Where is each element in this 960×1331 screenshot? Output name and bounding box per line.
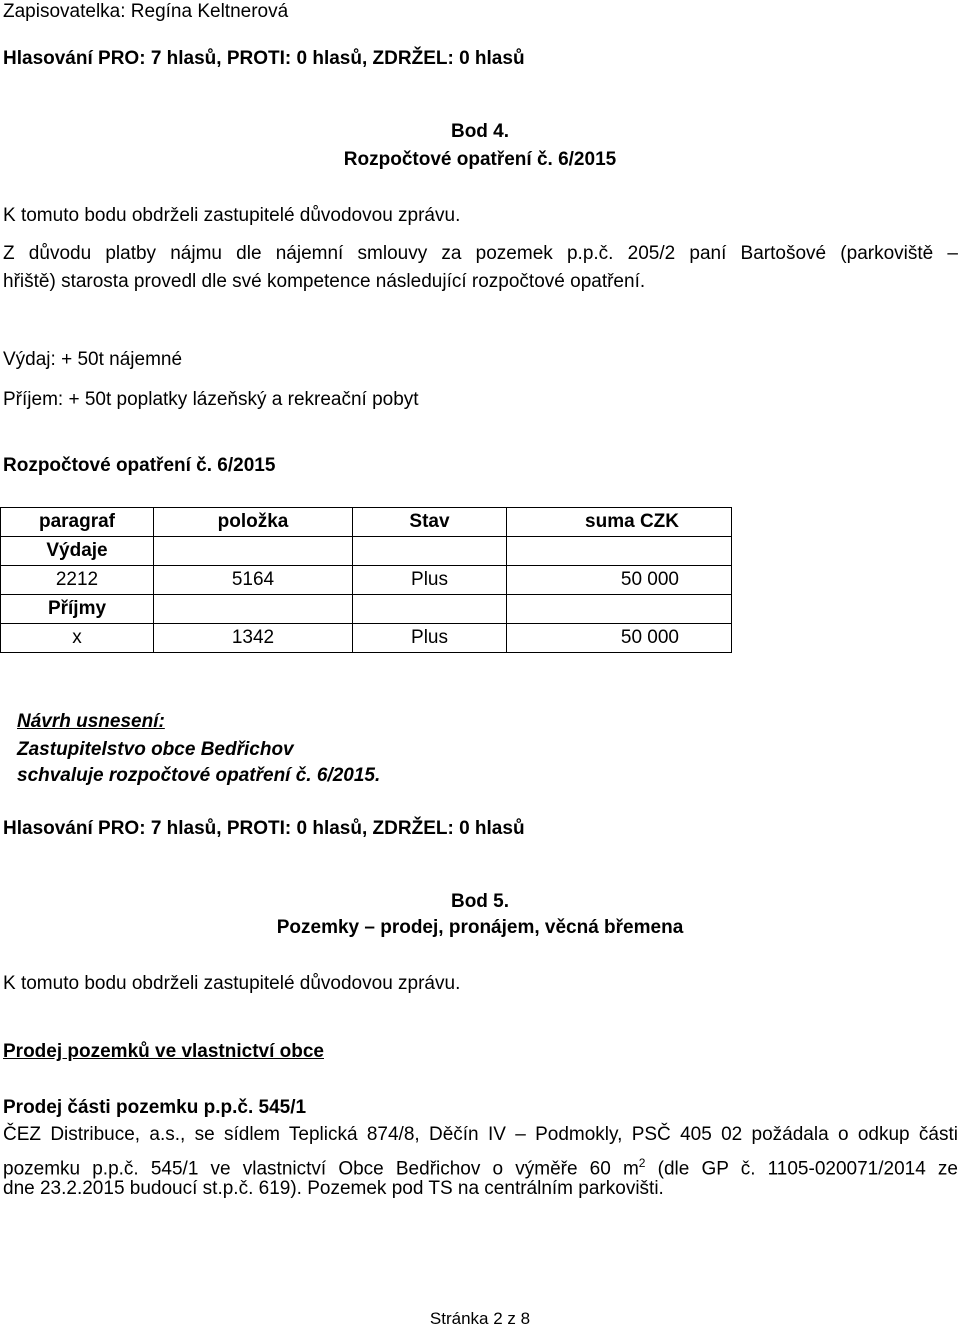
budget-table [0,507,732,653]
proposal-line1: Zastupitelstvo obce Bedřichov [17,739,294,760]
table-header-row [1,508,732,537]
item5-paragraph-line1: ČEZ Distribuce, a.s., se sídlem Teplická 874/8, Děčín IV – Podmokly, PSČ 405 02 požádala o odkup části [3,1124,958,1145]
income-line: Příjem: + 50t poplatky lázeňský a rekreační pobyt [3,389,419,410]
item5-heading: Bod 5. [450,891,510,912]
subsection-heading: Prodej části pozemku p.p.č. 545/1 [3,1097,307,1118]
table-cell [507,537,732,566]
table-cell: x [1,624,154,653]
superscript-2: 2 [638,1156,646,1170]
table-cell [154,595,353,624]
section-heading: Prodej pozemků ve vlastnictví obce [3,1041,324,1062]
proposal-line2: schvaluje rozpočtové opatření č. 6/2015. [17,765,381,786]
table-cell: Plus [353,624,507,653]
table-cell: Plus [353,566,507,595]
item4-paragraph-line1: Z důvodu platby nájmu dle nájemní smlouvy za pozemek p.p.č. 205/2 paní Bartošové (parkoviště – [3,243,958,264]
item5-paragraph-line3: dne 23.2.2015 budoucí st.p.č. 619). Pozemek pod TS na centrálním parkovišti. [3,1178,664,1199]
header-suma: suma CZK [507,508,732,537]
item4-vote: Hlasování PRO: 7 hlasů, PROTI: 0 hlasů, ZDRŽEL: 0 hlasů [3,818,525,839]
table-cell: 5164 [154,566,353,595]
table-row [1,595,732,624]
table-cell: Výdaje [1,537,154,566]
table-cell [507,595,732,624]
proposal-label: Návrh usnesení: [17,711,165,732]
table-cell: 1342 [154,624,353,653]
table-row [1,624,732,653]
table-cell: 2212 [1,566,154,595]
table-title: Rozpočtové opatření č. 6/2015 [3,455,276,476]
item4-heading: Bod 4. [450,121,510,142]
recorder-line: Zapisovatelka: Regína Keltnerová [3,1,289,22]
item5-paragraph-line2-end: (dle GP č. 1105-020071/2014 ze [645,1158,958,1180]
table-row [1,537,732,566]
expense-line: Výdaj: + 50t nájemné [3,349,183,370]
table-cell: 50 000 [507,566,732,595]
header-stav: Stav [353,508,507,537]
table-cell: 50 000 [507,624,732,653]
table-cell [353,595,507,624]
table-cell [154,537,353,566]
item4-title: Rozpočtové opatření č. 6/2015 [343,149,617,170]
table-row [1,566,732,595]
item4-intro: K tomuto bodu obdrželi zastupitelé důvodovou zprávu. [3,205,461,226]
item5-title: Pozemky – prodej, pronájem, věcná břemena [276,917,684,938]
item4-paragraph-line2: hřiště) starosta provedl dle své kompetence následující rozpočtové opatření. [3,271,646,292]
page-footer: Stránka 2 z 8 [429,1309,531,1328]
header-paragraf: paragraf [1,508,154,537]
header-polozka: položka [154,508,353,537]
item5-paragraph-line2-start: pozemku p.p.č. 545/1 ve vlastnictví Obce Bedřichov o výměře 60 m [3,1158,639,1180]
item5-intro: K tomuto bodu obdrželi zastupitelé důvodovou zprávu. [3,973,461,994]
vote-result-line: Hlasování PRO: 7 hlasů, PROTI: 0 hlasů, ZDRŽEL: 0 hlasů [3,48,525,69]
table-cell: Příjmy [1,595,154,624]
table-cell [353,537,507,566]
